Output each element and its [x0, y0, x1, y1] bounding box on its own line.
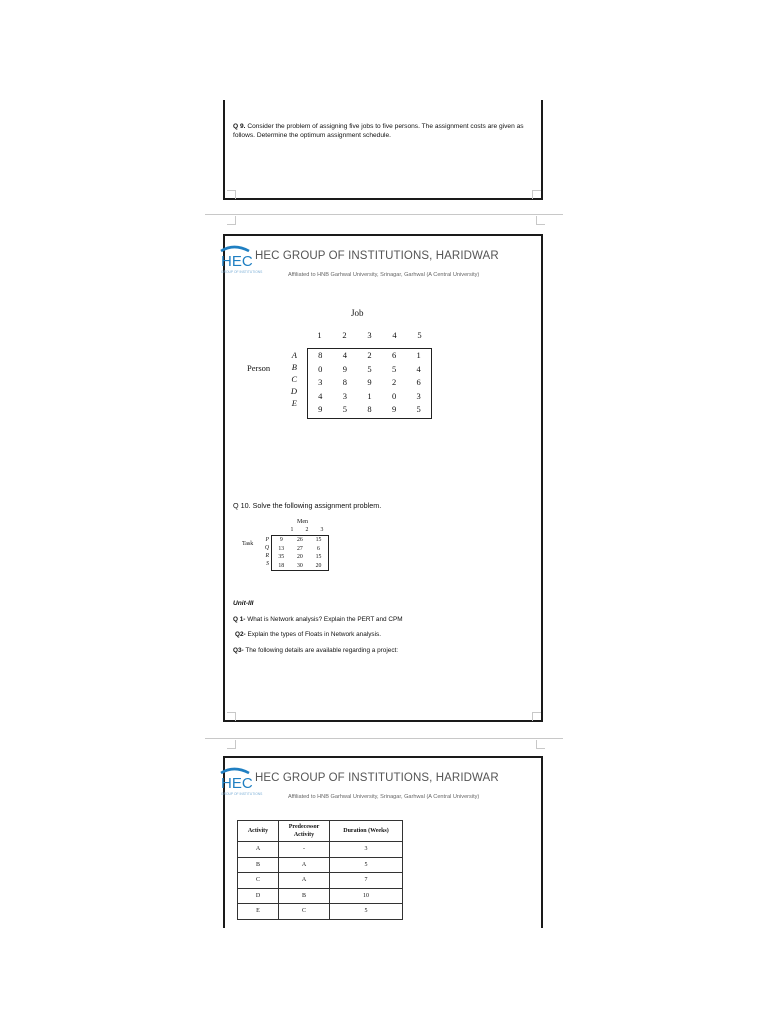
matrix-row: [272, 545, 328, 554]
matrix-cell: 8: [367, 404, 372, 414]
matrix-row: [272, 536, 328, 545]
page-corner-mark: [227, 712, 236, 721]
column-header: 3: [320, 527, 324, 533]
matrix-cell: 20: [315, 562, 322, 569]
table-cell: 3: [330, 842, 403, 858]
uq3-label: Q3-: [233, 647, 244, 654]
hec-logo-icon: [217, 764, 263, 800]
page-separator: [205, 738, 563, 739]
table-cell: D: [238, 888, 279, 904]
matrix-cell: 9: [318, 404, 323, 414]
table-header: Activity: [238, 821, 279, 842]
matrix-column-title: Job: [351, 308, 364, 318]
uq2-label: Q2-: [235, 631, 246, 638]
page-corner-mark: [536, 216, 545, 225]
question-9: [233, 122, 531, 140]
table-cell: 7: [330, 873, 403, 889]
matrix-cell: 5: [391, 363, 397, 374]
matrix-cell: 1: [367, 390, 372, 401]
matrix-cell: 8: [342, 377, 348, 387]
matrix-cell: 2: [367, 350, 372, 360]
unit-question-2: [235, 631, 381, 638]
table-cell: B: [238, 857, 279, 873]
page-corner-mark: [227, 740, 236, 749]
institution-header: [221, 758, 545, 812]
column-header: 1: [290, 527, 294, 533]
q10-column-title: Men: [297, 519, 308, 525]
table-cell: A: [238, 842, 279, 858]
column-header: 4: [392, 330, 397, 340]
matrix-cell: 0: [318, 363, 323, 374]
uq3-text: The following details are available regarding a project:: [245, 647, 399, 654]
q10-row-title: Task: [242, 541, 254, 547]
matrix-cell: 3: [416, 390, 421, 401]
table-row: [238, 842, 403, 858]
matrix-cell: 9: [279, 537, 283, 543]
matrix-cell: 9: [342, 363, 348, 374]
column-header: 2: [305, 527, 309, 533]
table-row: [238, 857, 403, 873]
matrix-cell: 3: [342, 390, 348, 401]
matrix-row: [272, 553, 328, 562]
column-header: 1: [317, 330, 322, 340]
cost-matrix-q10: [271, 535, 329, 571]
matrix-column-headers: [307, 330, 431, 342]
table-row: [238, 888, 403, 904]
q10-column-headers: [285, 527, 329, 535]
row-header: B: [291, 362, 297, 372]
table-cell: 5: [330, 857, 403, 873]
page-corner-mark: [532, 190, 541, 199]
page-corner-mark: [227, 216, 236, 225]
matrix-cell: 5: [342, 404, 348, 414]
page-corner-mark: [532, 712, 541, 721]
matrix-cell: 26: [296, 537, 303, 543]
institution-name: HEC GROUP OF INSTITUTIONS, HARIDWAR: [255, 250, 499, 262]
table-cell: 5: [330, 904, 403, 920]
q10-text: Solve the following assignment problem.: [252, 501, 382, 510]
matrix-cell: 1: [416, 350, 421, 360]
logo-subtext: GROUP OF INSTITUTIONS: [221, 792, 263, 796]
page-separator: [205, 214, 563, 215]
matrix-cell: 15: [315, 554, 322, 560]
matrix-cell: 30: [296, 562, 303, 569]
table-cell: E: [238, 904, 279, 920]
matrix-cell: 2: [391, 377, 397, 387]
matrix-row: [308, 349, 431, 363]
matrix-cell: 3: [318, 377, 323, 387]
logo-text: HEC: [221, 253, 253, 270]
document-page-3: [223, 756, 543, 928]
table-header: Duration (Weeks): [330, 821, 403, 842]
column-header: 3: [367, 330, 372, 340]
matrix-cell: 4: [416, 363, 421, 374]
table-cell: 10: [330, 888, 403, 904]
matrix-cell: 35: [278, 554, 285, 560]
matrix-cell: 27: [296, 545, 303, 552]
row-header: R: [265, 553, 269, 559]
activity-table: [237, 820, 403, 920]
matrix-cell: 13: [278, 545, 285, 552]
uq2-text: Explain the types of Floats in Network analysis.: [247, 631, 381, 638]
question-10: [233, 501, 381, 510]
q9-label: Q 9.: [233, 123, 246, 130]
matrix-row: [308, 390, 431, 404]
matrix-cell: 9: [391, 404, 397, 414]
uq1-label: Q 1-: [233, 616, 246, 623]
matrix-row-title: Person: [247, 363, 271, 373]
matrix-row: [308, 403, 431, 417]
matrix-cell: 4: [342, 350, 348, 360]
matrix-cell: 5: [367, 363, 372, 374]
institution-name: HEC GROUP OF INSTITUTIONS, HARIDWAR: [255, 772, 499, 784]
matrix-cell: 15: [315, 537, 322, 543]
logo-text: HEC: [221, 775, 253, 792]
table-header-row: [238, 821, 403, 842]
table-cell: C: [238, 873, 279, 889]
document-page-q9: [223, 100, 543, 200]
table-cell: C: [279, 904, 330, 920]
logo-subtext: GROUP OF INSTITUTIONS: [221, 270, 263, 274]
matrix-cell: 6: [317, 545, 320, 552]
table-cell: -: [279, 842, 330, 858]
matrix-cell: 18: [278, 562, 285, 569]
matrix-cell: 6: [391, 350, 397, 360]
q10-label: Q 10.: [233, 501, 251, 510]
matrix-cell: 9: [367, 377, 372, 387]
unit-question-1: [233, 616, 403, 623]
table-cell: A: [279, 873, 330, 889]
matrix-cell: 5: [416, 404, 421, 414]
affiliation-text: Affiliated to HNB Garhwal University, Srinagar, Garhwal (A Central University): [288, 794, 480, 800]
page-corner-mark: [227, 190, 236, 199]
affiliation-text: Affiliated to HNB Garhwal University, Srinagar, Garhwal (A Central University): [288, 272, 480, 278]
table-row: [238, 904, 403, 920]
unit-heading: Unit-III: [233, 600, 254, 607]
column-header: 2: [342, 330, 347, 340]
row-header: E: [291, 398, 297, 408]
unit-question-3: [233, 647, 398, 654]
hec-logo-icon: [217, 242, 263, 278]
cost-matrix-q9: [307, 348, 432, 419]
matrix-row: [308, 376, 431, 390]
uq1-text: What is Network analysis? Explain the PERT and CPM: [247, 616, 403, 623]
institution-header: [221, 236, 545, 290]
q10-row-headers: [261, 536, 269, 568]
matrix-cell: 20: [296, 554, 303, 560]
matrix-cell: 4: [318, 390, 323, 401]
row-header: S: [266, 561, 269, 567]
matrix-row-headers: [285, 349, 297, 409]
table-row: [238, 873, 403, 889]
row-header: A: [291, 350, 297, 360]
table-cell: A: [279, 857, 330, 873]
table-header: Predecessor Activity: [279, 821, 330, 842]
q9-text: Consider the problem of assigning five jobs to five persons. The assignment costs are given as follows. Determine the optimum assignment schedule.: [233, 123, 524, 139]
matrix-cell: 8: [318, 350, 323, 360]
table-cell: B: [279, 888, 330, 904]
matrix-row: [272, 562, 328, 571]
row-header: D: [290, 386, 297, 396]
row-header: P: [265, 537, 269, 543]
page-corner-mark: [536, 740, 545, 749]
matrix-cell: 6: [416, 377, 421, 387]
matrix-row: [308, 363, 431, 377]
column-header: 5: [417, 330, 422, 340]
row-header: Q: [264, 545, 269, 551]
matrix-cell: 0: [391, 390, 397, 401]
document-page-2: [223, 234, 543, 722]
row-header: C: [291, 374, 297, 384]
